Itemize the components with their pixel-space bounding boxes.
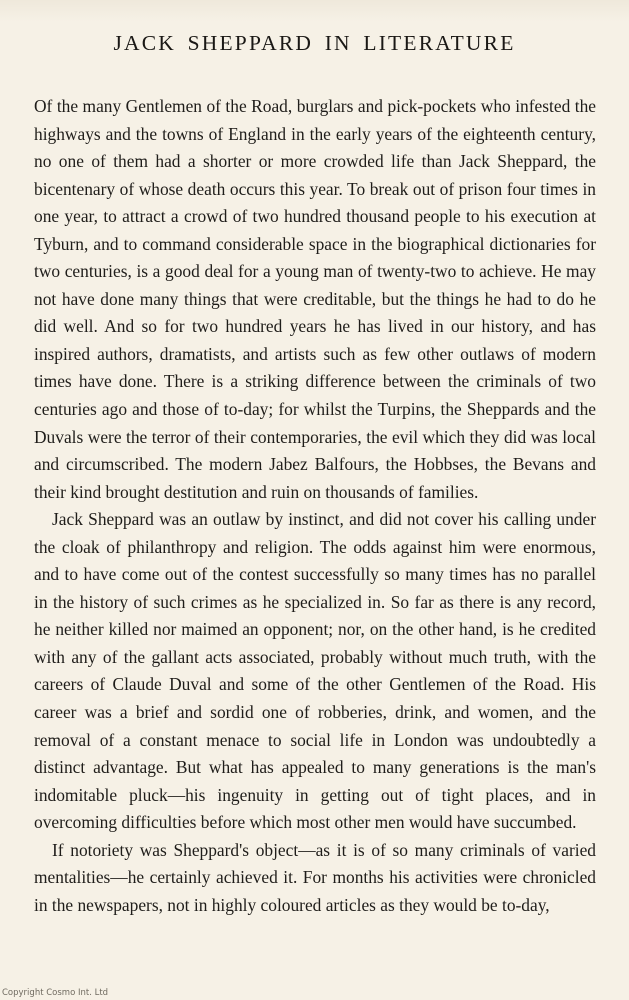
article-title: JACK SHEPPARD IN LITERATURE: [113, 31, 516, 55]
article-body: [34, 93, 596, 919]
paragraph-3: If notoriety was Sheppard's object—as it is of so many criminals of varied mentalities—he certainly achieved it. For months his activities were chronicled in the newspapers, not in highly coloured articles as they would be to-day,: [34, 839, 596, 915]
paragraph-2: Jack Sheppard was an outlaw by instinct, and did not cover his calling under the cloak of philanthropy and religion. The odds against him were enormous, and to have come out of the contest successfully so many times has no parallel in the history of such crimes as he specialized in. So far as there is any record, he neither killed nor maimed an opponent; nor, on the other hand, is he credited with any of the gallant acts associated, probably without much truth, with the careers of Claude Duval and some of the other Gentlemen of the Road. His career was a brief and sordid one of robberies, drink, and women, and the removal of a constant menace to social life in London was undoubtedly a distinct advantage. But what has appealed to many generations is the man's indomitable pluck—his ingenuity in getting out of tight places, and in overcoming difficulties before which most other men would have succumbed.: [34, 509, 596, 833]
show-through-strip: [0, 0, 629, 22]
paragraph-1: Of the many Gentlemen of the Road, burglars and pick-pockets who infested the highways and the towns of England in the early years of the eighteenth century, no one of them had a shorter or more crowded life than Jack Sheppard, the bicentenary of whose death occurs this year. To break out of prison four times in one year, to attract a crowd of two hundred thousand people to his execution at Tyburn, and to command considerable space in the biographical dictionaries for two centuries, is a good deal for a young man of twenty-two to achieve. He may not have done many things that were creditable, but the things he had to do he did well. And so for two hundred years he has lived in our history, and has inspired authors, dramatists, and artists such as few other outlaws of modern times have done. There is a striking difference between the criminals of two centuries ago and those of to-day; for whilst the Turpins, the Sheppards and the Duvals were the terror of their contemporaries, the evil which they did was local and circumscribed. The modern Jabez Balfours, the Hobbses, the Bevans and their kind brought destitution and ruin on thousands of families.: [34, 96, 596, 502]
copyright-notice: Copyright Cosmo Int. Ltd: [2, 988, 109, 998]
